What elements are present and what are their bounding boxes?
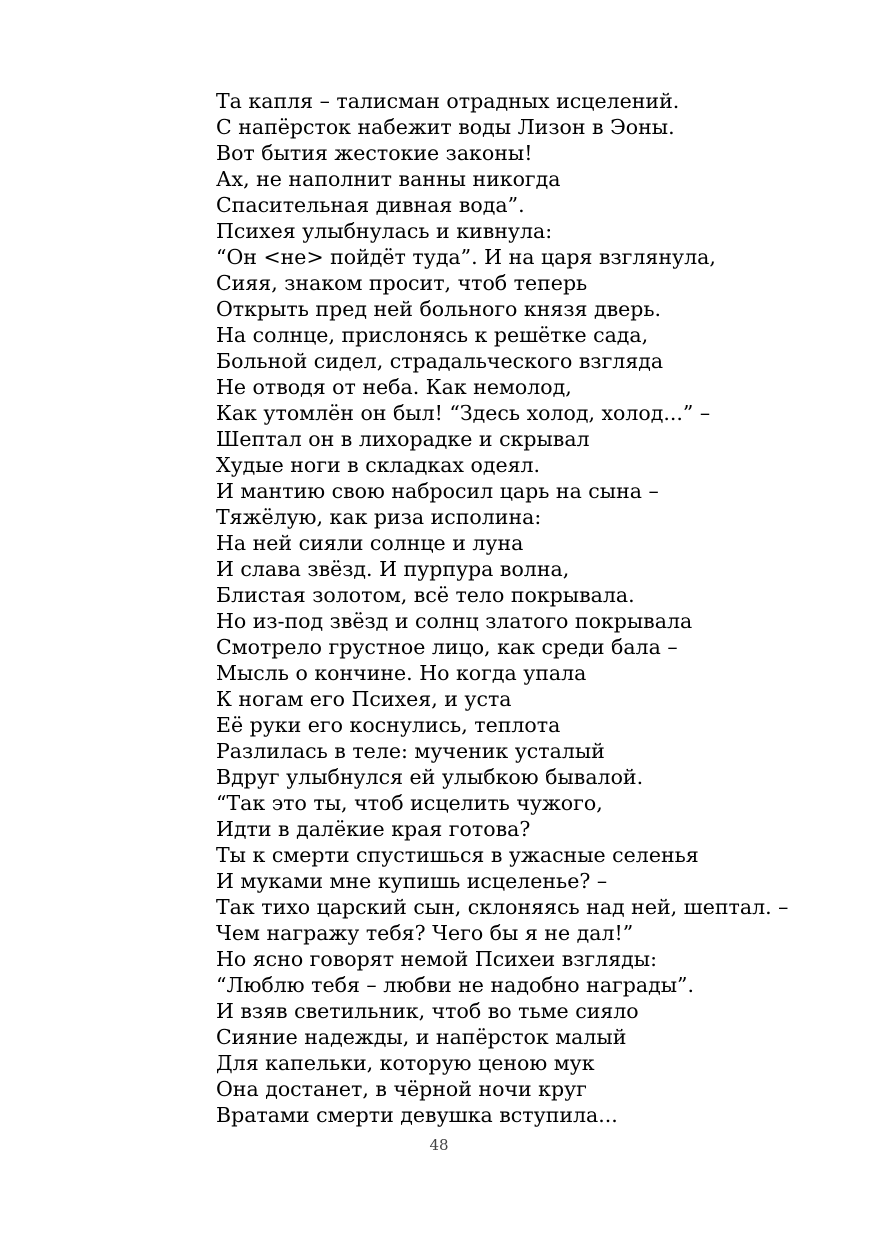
poem-line: Психея улыбнулась и кивнула:	[216, 219, 553, 243]
poem-line: Чем награжу тебя? Чего бы я не дал!”	[216, 921, 634, 945]
poem-line: “Так это ты, чтоб исцелить чужого,	[216, 791, 603, 815]
poem-line: “Он <не> пойдёт туда”. И на царя взглянула,	[216, 245, 716, 269]
poem-line: К ногам его Психея, и уста	[216, 687, 512, 711]
poem-line: Вдруг улыбнулся ей улыбкою бывалой.	[216, 765, 644, 789]
poem-line: Сияние надежды, и напёрсток малый	[216, 1025, 627, 1049]
poem-line: Больной сидел, страдальческого взгляда	[216, 349, 664, 373]
poem-line: Но ясно говорят немой Психеи взгляды:	[216, 947, 657, 971]
poem-line: Мысль о кончине. Но когда упала	[216, 661, 587, 685]
poem-line: Блистая золотом, всё тело покрывала.	[216, 583, 635, 607]
poem-line: Сияя, знаком просит, чтоб теперь	[216, 271, 588, 295]
poem-line: Спасительная дивная вода”.	[216, 193, 525, 217]
poem-line: И муками мне купишь исцеленье? –	[216, 869, 608, 893]
poem-line: И слава звёзд. И пурпура волна,	[216, 557, 570, 581]
poem-line: С напёрсток набежит воды Лизон в Эоны.	[216, 115, 675, 139]
poem-line: На солнце, прислонясь к решётке сада,	[216, 323, 649, 347]
page-number: 48	[429, 1136, 449, 1154]
poem-line: Та капля – талисман отрадных исцелений.	[216, 89, 680, 113]
poem-line: Она достанет, в чёрной ночи круг	[216, 1077, 587, 1101]
poem-line: Ах, не наполнит ванны никогда	[216, 167, 561, 191]
poem-text	[216, 88, 836, 1128]
poem-line: Смотрело грустное лицо, как среди бала –	[216, 635, 678, 659]
poem-line: Вот бытия жестокие законы!	[216, 141, 533, 165]
poem-line: Как утомлён он был! “Здесь холод, холод...” –	[216, 401, 711, 425]
poem-line: Тяжёлую, как риза исполина:	[216, 505, 542, 529]
poem-line: “Люблю тебя – любви не надобно награды”.	[216, 973, 695, 997]
poem-line: Разлилась в теле: мученик усталый	[216, 739, 605, 763]
poem-line: Вратами смерти девушка вступила...	[216, 1103, 618, 1127]
poem-line: Ты к смерти спустишься в ужасные селенья	[216, 843, 699, 867]
poem-line: Худые ноги в складках одеял.	[216, 453, 541, 477]
poem-line: Идти в далёкие края готова?	[216, 817, 531, 841]
poem-line: Но из-под звёзд и солнц златого покрывала	[216, 609, 693, 633]
poem-line: Не отводя от неба. Как немолод,	[216, 375, 572, 399]
poem-line: Шептал он в лихорадке и скрывал	[216, 427, 590, 451]
poem-line: Её руки его коснулись, теплота	[216, 713, 561, 737]
poem-line: Для капельки, которую ценою мук	[216, 1051, 595, 1075]
poem-line: И взяв светильник, чтоб во тьме сияло	[216, 999, 639, 1023]
poem-line: И мантию свою набросил царь на сына –	[216, 479, 659, 503]
poem-line: Открыть пред ней больного князя дверь.	[216, 297, 662, 321]
poem-line: Так тихо царский сын, склоняясь над ней, шептал. –	[216, 895, 789, 919]
poem-line: На ней сияли солнце и луна	[216, 531, 524, 555]
